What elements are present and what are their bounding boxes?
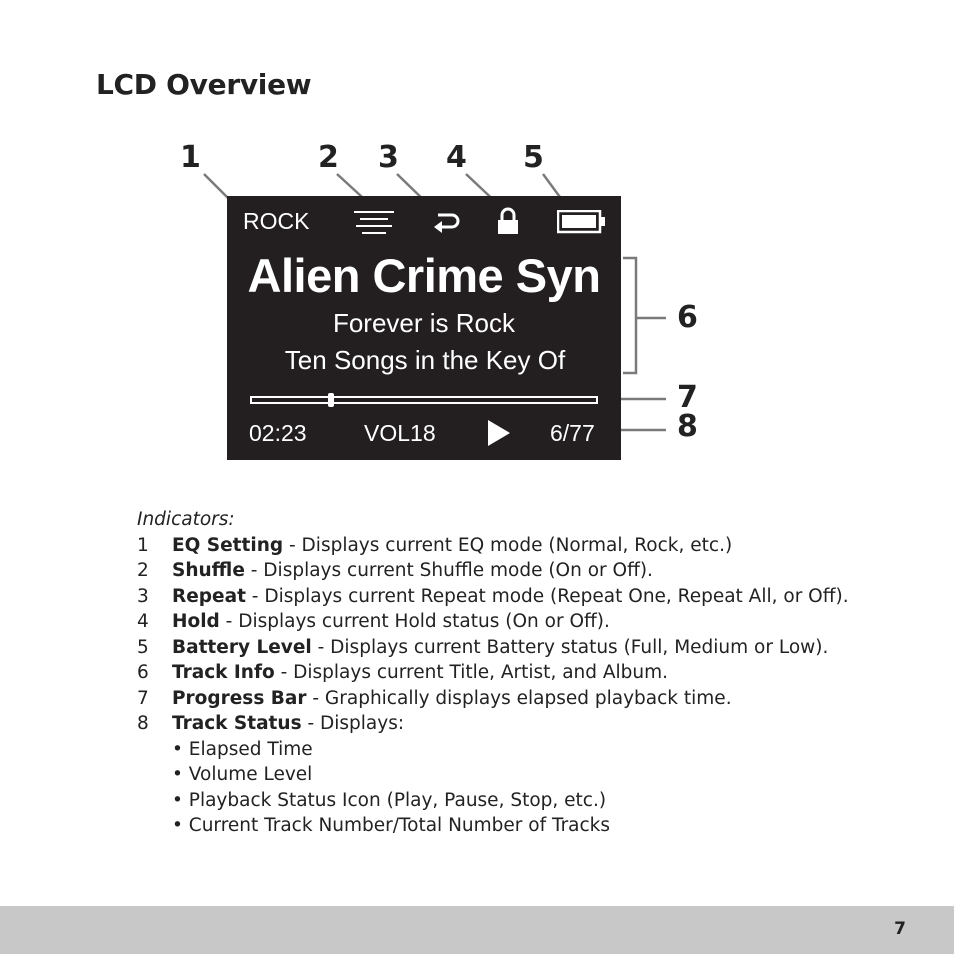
indicator-name: Track Info — [172, 662, 275, 683]
callout-number-7: 7 — [677, 380, 698, 415]
indicator-number: 7 — [137, 687, 149, 709]
indicator-description: - Displays current Shuffle mode (On or Off). — [244, 560, 653, 581]
indicator-name: Progress Bar — [172, 687, 307, 709]
track-artist: Forever is Rock — [332, 308, 516, 338]
indicator-number: 8 — [137, 713, 149, 734]
indicator-description: - Displays current Title, Artist, and Album. — [274, 662, 669, 683]
indicator-item — [137, 686, 849, 712]
page-number: 7 — [894, 919, 906, 939]
callout-number-6: 6 — [677, 300, 698, 335]
track-info-bracket — [623, 258, 636, 373]
volume-level: VOL18 — [364, 420, 436, 446]
indicator-description: - Displays current Repeat mode (Repeat One, Repeat All, or Off). — [245, 585, 849, 607]
play-icon — [488, 420, 510, 446]
page-title: LCD Overview — [96, 68, 312, 101]
progress-bar — [250, 396, 598, 404]
indicator-item — [137, 584, 849, 610]
indicator-description: - Displays current Battery status (Full, Medium or Low). — [311, 636, 829, 658]
indicator-name: Battery Level — [172, 636, 312, 658]
callout-number-1: 1 — [180, 140, 201, 175]
indicator-item — [137, 711, 849, 737]
callout-number-4: 4 — [446, 140, 467, 175]
indicator-number: 5 — [137, 636, 149, 658]
progress-marker — [328, 393, 334, 407]
eq-mode-label: ROCK — [243, 208, 310, 234]
indicator-number: 2 — [137, 560, 149, 581]
track-title: Alien Crime Syn — [247, 249, 601, 302]
indicators-section — [137, 507, 849, 839]
indicator-item — [137, 609, 849, 635]
indicator-name: Track Status — [172, 713, 302, 734]
shuffle-icon — [354, 210, 394, 236]
indicator-item — [137, 660, 849, 686]
callout-number-5: 5 — [523, 140, 544, 175]
indicator-name: Shuffle — [172, 560, 245, 581]
indicator-description: - Displays current EQ mode (Normal, Rock, etc.) — [283, 534, 733, 556]
indicator-description: - Graphically displays elapsed playback time. — [306, 687, 732, 709]
track-status-bullet: • Playback Status Icon (Play, Pause, Stop, etc.) — [172, 789, 607, 811]
indicator-name: EQ Setting — [172, 534, 284, 556]
indicator-item — [137, 533, 849, 559]
indicator-number: 4 — [137, 611, 149, 632]
indicator-item — [137, 635, 849, 661]
footer-bar — [0, 906, 954, 954]
indicator-number: 1 — [137, 534, 149, 556]
track-status-bullet: • Volume Level — [172, 764, 313, 785]
indicator-description: - Displays current Hold status (On or Off). — [219, 611, 610, 632]
indicator-number: 3 — [137, 585, 149, 607]
track-album: Ten Songs in the Key Of — [284, 345, 566, 375]
indicator-description: - Displays: — [301, 713, 405, 734]
track-status-bullet: • Current Track Number/Total Number of Tracks — [172, 815, 611, 836]
indicator-number: 6 — [137, 662, 149, 683]
callout-number-3: 3 — [378, 140, 399, 175]
track-number: 6/77 — [550, 420, 595, 446]
callout-number-8: 8 — [677, 409, 698, 444]
indicators-heading: Indicators: — [137, 509, 235, 530]
lock-icon — [497, 207, 519, 235]
battery-icon — [557, 210, 607, 234]
repeat-icon — [430, 212, 460, 234]
lcd-screen — [227, 196, 621, 460]
elapsed-time: 02:23 — [249, 420, 307, 446]
indicator-name: Repeat — [172, 585, 246, 607]
callout-number-2: 2 — [318, 140, 339, 175]
track-status-bullet: • Elapsed Time — [172, 738, 313, 760]
indicator-name: Hold — [172, 611, 220, 632]
indicator-item — [137, 558, 849, 584]
